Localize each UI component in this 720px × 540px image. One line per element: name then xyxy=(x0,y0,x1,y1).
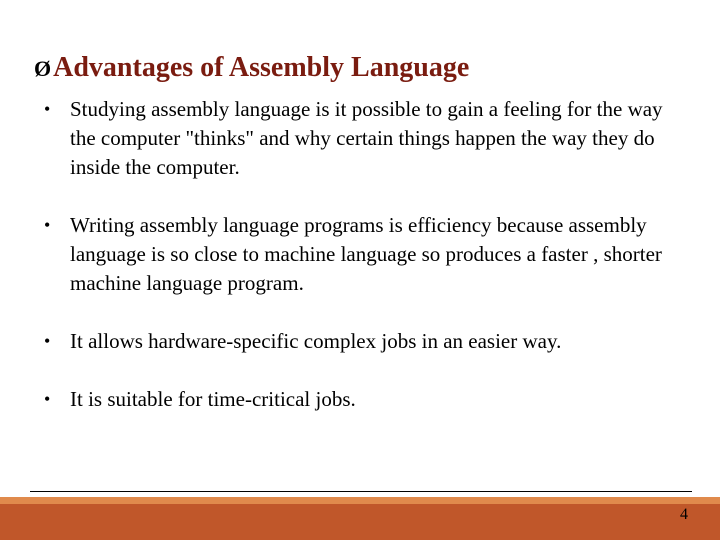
bullet-dot-icon: • xyxy=(44,389,51,409)
bullet-text: Studying assembly language is it possible to gain a feeling for the way the computer "thinks" and why certain things happen the way they do inside the computer. xyxy=(70,97,663,179)
bullet-dot-icon: • xyxy=(44,215,51,235)
arrow-bullet-icon: Ø xyxy=(34,56,52,81)
bullet-item xyxy=(44,385,684,414)
bullet-text: It allows hardware-specific complex jobs in an easier way. xyxy=(70,329,562,353)
footer-accent-strip xyxy=(0,497,720,504)
bullet-list xyxy=(44,95,684,414)
slide-title-text: Advantages of Assembly Language xyxy=(53,52,470,83)
bullet-dot-icon: • xyxy=(44,99,51,119)
slide-title xyxy=(34,52,469,84)
bullet-item xyxy=(44,95,684,182)
bullet-item xyxy=(44,211,684,298)
footer-bar xyxy=(0,504,720,540)
bullet-text: It is suitable for time-critical jobs. xyxy=(70,387,356,411)
bullet-text: Writing assembly language programs is efficiency because assembly language is so close to machine language so produces a faster , shorter machine language program. xyxy=(70,213,662,295)
bullet-item xyxy=(44,327,684,356)
page-number: 4 xyxy=(680,506,688,523)
footer-divider xyxy=(30,491,692,492)
bullet-dot-icon: • xyxy=(44,331,51,351)
